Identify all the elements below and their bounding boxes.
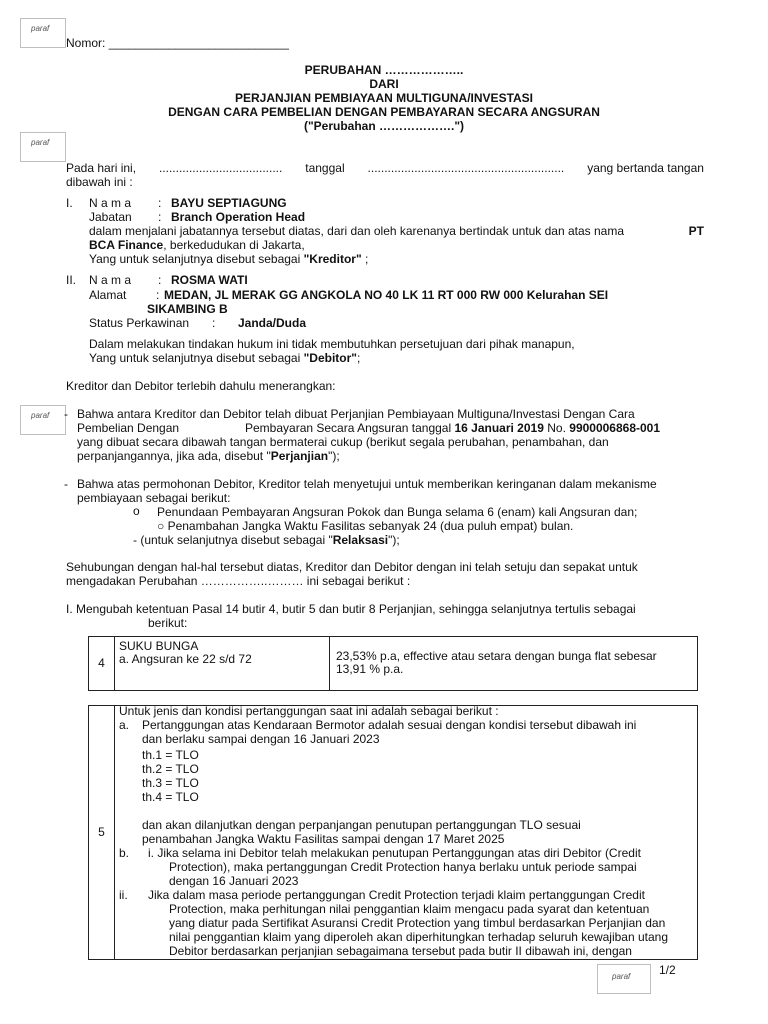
point1-date: 16 Januari 2019 [454, 421, 544, 435]
point2-bullet-icon: o [133, 504, 140, 518]
agree-line-1: Sehubungan dengan hal-hal tersebut diatas, Kreditor dan Debitor dengan ini telah setuju dan sepakat untuk [66, 560, 638, 574]
title-line-2: DARI [369, 77, 399, 91]
clause-5-bi-line-1: i. Jika selama ini Debitor telah melakukan penutupan Pertanggungan atas diri Debitor (Credit [148, 846, 641, 860]
opening-text-2: tanggal [305, 161, 345, 175]
point1-text-1: Bahwa antara Kreditor dan Debitor telah dibuat Perjanjian Pembiayaan Multiguna/Investasi Dengan Cara [77, 407, 635, 421]
party1-desc-line-2 [89, 239, 305, 252]
point1-line-1 [77, 408, 703, 421]
point1-dash: - [64, 407, 68, 421]
section1-line-2: berikut: [148, 616, 188, 630]
party1-ref-end: ; [365, 252, 369, 266]
party2-desc: Dalam melakukan tindakan hukum ini tidak membutuhkan persetujuan dari pihak manapun, [89, 337, 575, 351]
clause-5-th-1: th.1 = TLO [142, 748, 199, 762]
point2-line-1: Bahwa atas permohonan Debitor, Kreditor telah menyetujui untuk memberikan keringanan dalam mekanisme [77, 477, 657, 491]
clause-5-bi-line-3: dengan 16 Januari 2023 [169, 874, 299, 888]
party1-name-colon: : [158, 196, 162, 210]
nomor-label: Nomor: [66, 36, 106, 50]
title-line-1: PERUBAHAN ……………….. [304, 63, 464, 77]
point1-line-2b [245, 422, 660, 435]
point2-line-2: pembiayaan sebagai berikut: [77, 491, 231, 505]
party1-name-label: N a m a [89, 196, 132, 210]
page-number: 1/2 [659, 963, 676, 977]
clause-5-ii-label: ii. [119, 888, 128, 902]
clause-5-th-3: th.3 = TLO [142, 776, 199, 790]
clause-4-item: a. Angsuran ke 22 s/d 72 [119, 652, 252, 666]
clause-5-table [88, 705, 698, 960]
party2-name-colon: : [158, 273, 162, 287]
party2-alamat-label: Alamat [89, 288, 127, 302]
opening-dots-2: ........................................................... [367, 161, 565, 175]
party1-desc-line-1 [89, 225, 704, 238]
title-line-3: PERJANJIAN PEMBIAYAAN MULTIGUNA/INVESTASI [234, 91, 534, 105]
party1-name: BAYU SEPTIAGUNG [171, 196, 287, 210]
paraf-box [20, 132, 66, 162]
point2-dash: - [64, 477, 68, 491]
party2-name-label: N a m a [89, 273, 132, 287]
clause-4-left-cell [115, 637, 330, 691]
paraf-label: paraf [612, 972, 631, 981]
section1-line-1: I. Mengubah ketentuan Pasal 14 butir 4, butir 5 dan butir 8 Perjanjian, sehingga selanjutnya tertulis sebagai [66, 602, 636, 616]
clause-4-title: SUKU BUNGA [119, 639, 199, 653]
clause-5-content-cell [115, 706, 698, 960]
party2-name: ROSMA WATI [171, 273, 248, 287]
point1-text-2a: Pembelian Dengan [77, 421, 180, 435]
clause-5-b-label: b. [119, 846, 130, 860]
party2-number: II. [66, 273, 77, 287]
point1-line-2 [77, 422, 179, 435]
clause-5-intro: Untuk jenis dan kondisi pertanggungan saat ini adalah sebagai berikut : [119, 704, 499, 718]
point1-text-4a: perpanjangannya, jika ada, disebut " [77, 449, 271, 463]
title-line-4: DENGAN CARA PEMBELIAN DENGAN PEMBAYARAN SECARA ANGSURAN [168, 105, 600, 119]
point2-text-3b: "); [388, 533, 400, 547]
point1-text-4b: "); [328, 449, 340, 463]
point1-number: 9900006868-001 [569, 421, 661, 435]
clause-5-bii-line-5: Debitor berdasarkan perjanjian sebagaimana tersebut pada butir II dibawah ini, dengan [169, 944, 632, 958]
clause-5-a-line-1: Pertanggungan atas Kendaraan Bermotor adalah sesuai dengan kondisi tersebut dibawah ini [142, 718, 637, 732]
party1-pt: PT [688, 224, 704, 238]
party2-ref-term: "Debitor" [303, 351, 357, 365]
party1-company: BCA Finance [89, 238, 164, 252]
party2-status: Janda/Duda [238, 316, 307, 330]
clause-4-flat-rate: 13,91 % p.a. [336, 662, 404, 676]
clause-4-right-cell [330, 637, 698, 691]
clause-5-bii-line-4: nilai penggantian klaim yang diperoleh akan diperhitungkan terhadap seluruh kewajiban utang [169, 930, 669, 944]
party1-ref-line [89, 253, 368, 266]
party2-alamat-colon: : [156, 288, 160, 302]
paraf-label: paraf [31, 411, 50, 420]
point1-term: Perjanjian [270, 449, 329, 463]
clause-4-table [88, 636, 698, 691]
party2-ref-end: ; [357, 351, 361, 365]
agree-line-2: mengadakan Perubahan ……………..……… ini sebagai berikut : [66, 574, 411, 588]
nomor-blank: ___________________________ [108, 36, 289, 50]
point2-term: Relaksasi [332, 533, 389, 547]
point2-bullet-1: Penundaan Pembayaran Angsuran Pokok dan Bunga selama 6 (enam) kali Angsuran dan; [157, 505, 638, 519]
party1-jabatan-colon: : [158, 210, 162, 224]
clause-5-bii-line-3: yang diatur pada Sertifikat Asuransi Credit Protection yang timbul berdasarkan Perjanjian dan [169, 916, 666, 930]
title-line-5: ("Perubahan ……………….") [303, 119, 465, 133]
opening-dots-1: ..................................... [158, 161, 283, 175]
clause-5-ext-line-2: penambahan Jangka Waktu Fasilitas sampai dengan 17 Maret 2025 [142, 832, 505, 846]
clause-5-th-4: th.4 = TLO [142, 790, 199, 804]
point2-text-3a: - (untuk selanjutnya disebut sebagai " [133, 533, 333, 547]
party1-number: I. [66, 196, 73, 210]
opening-text-1: Pada hari ini, [66, 161, 137, 175]
party1-ref-term: "Kreditor" [303, 252, 362, 266]
point2-bullet-2: ○ Penambahan Jangka Waktu Fasilitas sebanyak 24 (dua puluh empat) bulan. [157, 519, 574, 533]
point1-no-label: No. [547, 421, 566, 435]
party2-alamat-line-1: MEDAN, JL MERAK GG ANGKOLA NO 40 LK 11 RT 000 RW 000 Kelurahan SEI [164, 288, 609, 302]
nomor-line [66, 37, 289, 50]
clause-5-ext-line-1: dan akan dilanjutkan dengan perpanjangan penutupan pertanggungan TLO sesuai [142, 818, 581, 832]
paraf-box [20, 405, 66, 435]
party2-status-colon: : [212, 316, 216, 330]
clause-4-number-cell [89, 637, 115, 691]
clause-5-bi-line-2: Protection), maka pertanggungan Credit Protection hanya berlaku untuk periode sampai [169, 860, 637, 874]
clause-4-rate: 23,53% p.a, effective atau setara dengan bunga flat sebesar [336, 649, 657, 663]
party1-jabatan-label: Jabatan [89, 210, 132, 224]
opening-line-2: dibawah ini : [66, 175, 133, 189]
clause-5-bii-line-2: Protection, maka perhitungan nilai penggantian klaim mengacu pada syarat dan ketentuan [169, 902, 650, 916]
point1-line-3: yang dibuat secara dibawah tangan bermaterai cukup (berikut segala perubahan, penambahan, dan [77, 435, 609, 449]
point1-line-4 [77, 450, 340, 463]
clause-5-bii-line-1: Jika dalam masa periode pertanggungan Credit Protection terjadi klaim pertanggungan Credit [148, 888, 645, 902]
clause-5-th-2: th.2 = TLO [142, 762, 199, 776]
clause-5-a-label: a. [119, 718, 130, 732]
paraf-label: paraf [31, 138, 50, 147]
paraf-box [20, 18, 66, 48]
party2-status-label: Status Perkawinan [89, 316, 190, 330]
paraf-label: paraf [31, 24, 50, 33]
party1-ref-text: Yang untuk selanjutnya disebut sebagai [89, 252, 301, 266]
party1-desc-text: dalam menjalani jabatannya tersebut diatas, dari dan oleh karenanya bertindak untuk dan atas nama [89, 224, 625, 238]
intro-text: Kreditor dan Debitor terlebih dahulu menerangkan: [66, 379, 336, 393]
clause-4-number: 4 [98, 656, 105, 670]
party2-ref-text: Yang untuk selanjutnya disebut sebagai [89, 351, 301, 365]
opening-text-3: yang bertanda tangan [587, 161, 704, 175]
party2-ref-line [89, 352, 360, 365]
clause-5-a-line-2: dan berlaku sampai dengan 16 Januari 2023 [142, 732, 380, 746]
party1-domicile: , berkedudukan di Jakarta, [163, 238, 305, 252]
opening-line-1 [66, 162, 704, 175]
clause-5-number-cell [89, 706, 115, 960]
party1-jabatan: Branch Operation Head [171, 210, 306, 224]
party2-alamat-line-2: SIKAMBING B [147, 302, 228, 316]
paraf-box [597, 964, 651, 994]
clause-5-number: 5 [98, 825, 105, 839]
point2-bullet-3 [133, 534, 400, 547]
point1-text-2b: Pembayaran Secara Angsuran tanggal [245, 421, 452, 435]
